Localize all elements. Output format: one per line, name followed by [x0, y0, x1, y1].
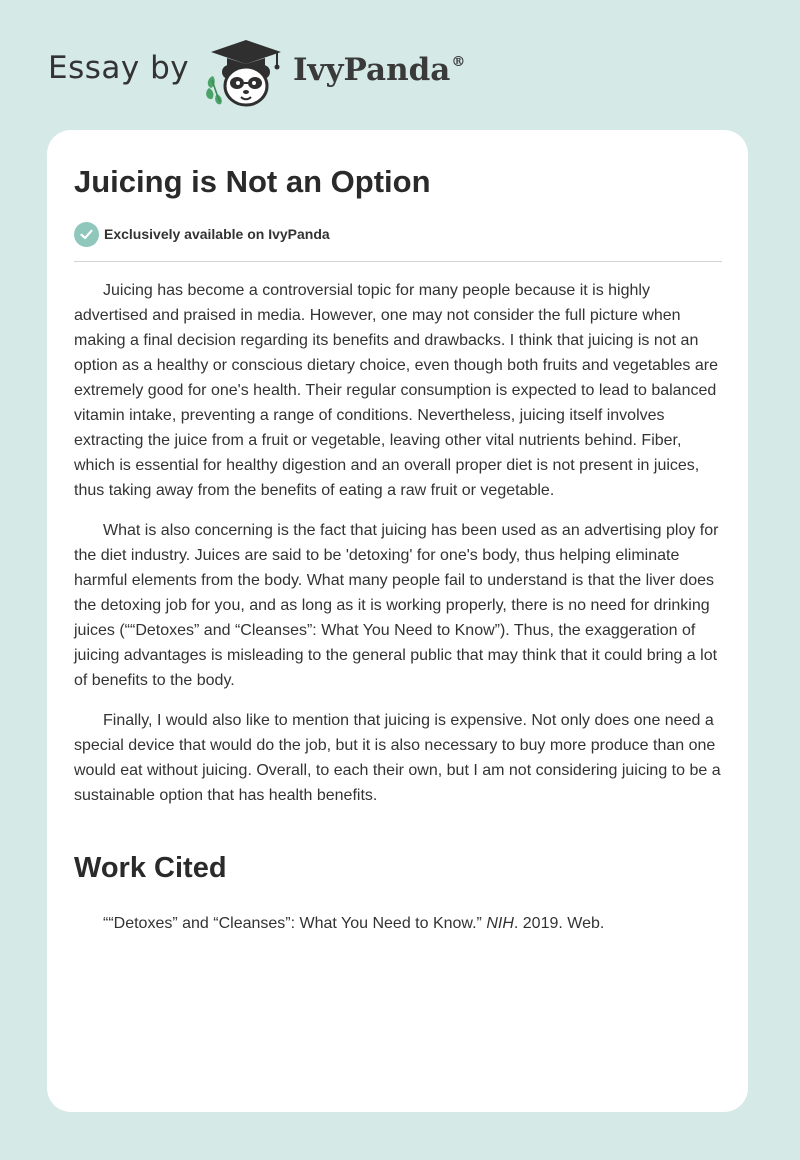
- citation-title: ““Detoxes” and “Cleanses”: What You Need to Know.”: [103, 915, 487, 932]
- panda-graduate-logo-icon[interactable]: [203, 36, 289, 110]
- citation-source: NIH: [486, 915, 514, 932]
- essay-body: [74, 278, 724, 823]
- paragraph: Juicing has become a controversial topic for many people because it is highly advertised and praised in media. However, one may not consider the full picture when making a final decision regarding its benefits and drawbacks. I think that juicing is not an option as a healthy or conscious dietary choice, even though both fruits and vegetables are extremely good for one's health. Their regular consumption is expected to lead to balanced vitamin intake, preventing a range of conditions. Nevertheless, juicing itself involves extracting the juice from a fruit or vegetable, leaving other vital nutrients behind. Fiber, which is essential for healthy digestion and an overall proper diet is not present in juices, thus taking away from the benefits of eating a raw fruit or vegetable.: [74, 282, 718, 499]
- paragraph: Finally, I would also like to mention that juicing is expensive. Not only does one need a special device that would do the job, but it is also necessary to buy more produce than one would eat without juicing. Overall, to each their own, but I am not considering juicing to be a sustainable option that has health benefits.: [74, 712, 721, 804]
- work-cited-heading: Work Cited: [74, 852, 227, 884]
- brand-name[interactable]: [293, 52, 465, 88]
- check-circle-icon: [74, 222, 99, 247]
- citation-details: . 2019. Web.: [513, 915, 605, 932]
- title-divider: [74, 261, 722, 262]
- site-header: [0, 0, 800, 130]
- registered-mark: ®: [451, 54, 466, 70]
- page-title: Juicing is Not an Option: [74, 164, 431, 199]
- citation-entry: [103, 913, 723, 935]
- essay-card: [47, 130, 748, 1112]
- brand-name-text: IvyPanda: [293, 52, 451, 88]
- essay-by-label: Essay by: [48, 50, 190, 86]
- exclusive-badge: [74, 221, 330, 247]
- paragraph: What is also concerning is the fact that juicing has been used as an advertising ploy for the diet industry. Juices are said to be 'detoxing' for one's body, thus helping eliminate harmful elements from the body. What many people fail to understand is that the liver does the detoxing job for you, and as long as it is working properly, there is no need for drinking juices (““Detoxes” and “Cleanses”: What You Need to Know”). Thus, the exaggeration of juicing advantages is misleading to the general public that may think that it could bring a lot of benefits to the body.: [74, 522, 719, 689]
- exclusive-badge-label: Exclusively available on IvyPanda: [104, 226, 330, 242]
